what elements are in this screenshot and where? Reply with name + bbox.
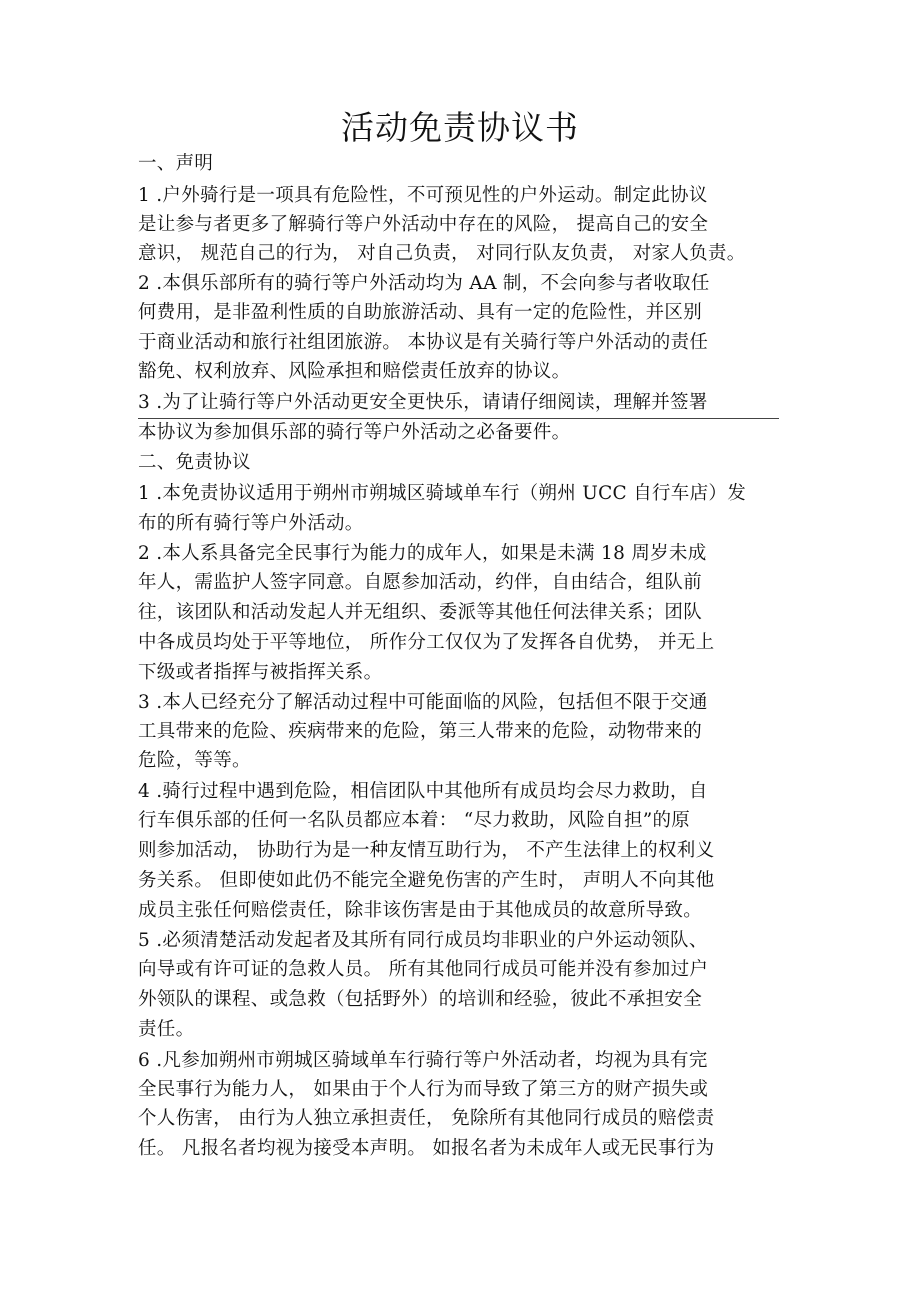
text-line: 工具带来的危险、疾病带来的危险，第三人带来的危险，动物带来的 — [138, 721, 703, 742]
text-line: 责任。 — [138, 1019, 195, 1040]
text-line: 2 .本俱乐部所有的骑行等户外活动均为 AA 制，不会向参与者收取任 — [138, 273, 710, 294]
text-line: 何费用，是非盈利性质的自助旅游活动、具有一定的危险性，并区别 — [138, 302, 703, 323]
text-line: 外领队的课程、或急救（包括野外）的培训和经验，彼此不承担安全 — [138, 989, 703, 1010]
text-line: 务关系。 但即使如此仍不能完全避免伤害的产生时， 声明人不向其他 — [138, 870, 715, 891]
text-line: 则参加活动， 协助行为是一种友情互助行为， 不产生法律上的权利义 — [138, 840, 715, 861]
text-line: 个人伤害， 由行为人独立承担责任， 免除所有其他同行成员的赔偿责 — [138, 1108, 715, 1129]
text-line: 3 .为了让骑行等户外活动更安全更快乐，请请仔细阅读，理解并签署 — [138, 392, 708, 413]
text-line: 危险，等等。 — [138, 750, 251, 771]
text-line: 意识， 规范自己的行为， 对自己负责， 对同行队友负责， 对家人负责。 — [138, 243, 746, 264]
text-line: 往，该团队和活动发起人并无组织、委派等其他任何法律关系；团队 — [138, 602, 703, 623]
section-heading: 二、免责协议 — [138, 452, 251, 473]
text-line: 豁免、权利放弃、风险承担和赔偿责任放弃的协议。 — [138, 361, 571, 382]
text-line: 本协议为参加俱乐部的骑行等户外活动之必备要件。 — [138, 422, 571, 443]
text-line: 4 .骑行过程中遇到危险，相信团队中其他所有成员均会尽力救助，自 — [138, 781, 708, 802]
text-line: 全民事行为能力人， 如果由于个人行为而导致了第三方的财产损失或 — [138, 1079, 709, 1100]
text-line: 下级或者指挥与被指挥关系。 — [138, 662, 383, 683]
text-line: 1 .户外骑行是一项具有危险性，不可预见性的户外运动。制定此协议 — [138, 185, 708, 206]
text-line: 于商业活动和旅行社组团旅游。 本协议是有关骑行等户外活动的责任 — [138, 332, 709, 353]
text-line: 年人，需监护人签字同意。自愿参加活动，约伴，自由结合，组队前 — [138, 572, 703, 593]
text-line: 中各成员均处于平等地位， 所作分工仅仅为了发挥各自优势， 并无上 — [138, 632, 715, 653]
text-line: 行车俱乐部的任何一名队员都应本着： “尽力救助，风险自担”的原 — [138, 810, 691, 831]
text-line: 是让参与者更多了解骑行等户外活动中存在的风险， 提高自己的安全 — [138, 214, 709, 235]
text-line: 成员主张任何赔偿责任，除非该伤害是由于其他成员的故意所导致。 — [138, 900, 703, 921]
text-line: 3 .本人已经充分了解活动过程中可能面临的风险，包括但不限于交通 — [138, 692, 708, 713]
document-title: 活动免责协议书 — [341, 108, 579, 147]
text-line: 5 .必须清楚活动发起者及其所有同行成员均非职业的户外运动领队、 — [138, 930, 708, 951]
text-line: 6 .凡参加朔州市朔城区骑域单车行骑行等户外活动者，均视为具有完 — [138, 1050, 708, 1071]
section-heading: 一、声明 — [138, 153, 214, 174]
text-line: 任。 凡报名者均视为接受本声明。 如报名者为未成年人或无民事行为 — [138, 1138, 715, 1159]
text-line: 1 .本免责协议适用于朔州市朔城区骑域单车行（朔州 UCC 自行车店）发 — [138, 483, 746, 504]
text-line: 向导或有许可证的急救人员。 所有其他同行成员可能并没有参加过户 — [138, 959, 709, 980]
text-line: 布的所有骑行等户外活动。 — [138, 513, 364, 534]
text-line: 2 .本人系具备完全民事行为能力的成年人，如果是未满 18 周岁未成 — [138, 543, 707, 564]
